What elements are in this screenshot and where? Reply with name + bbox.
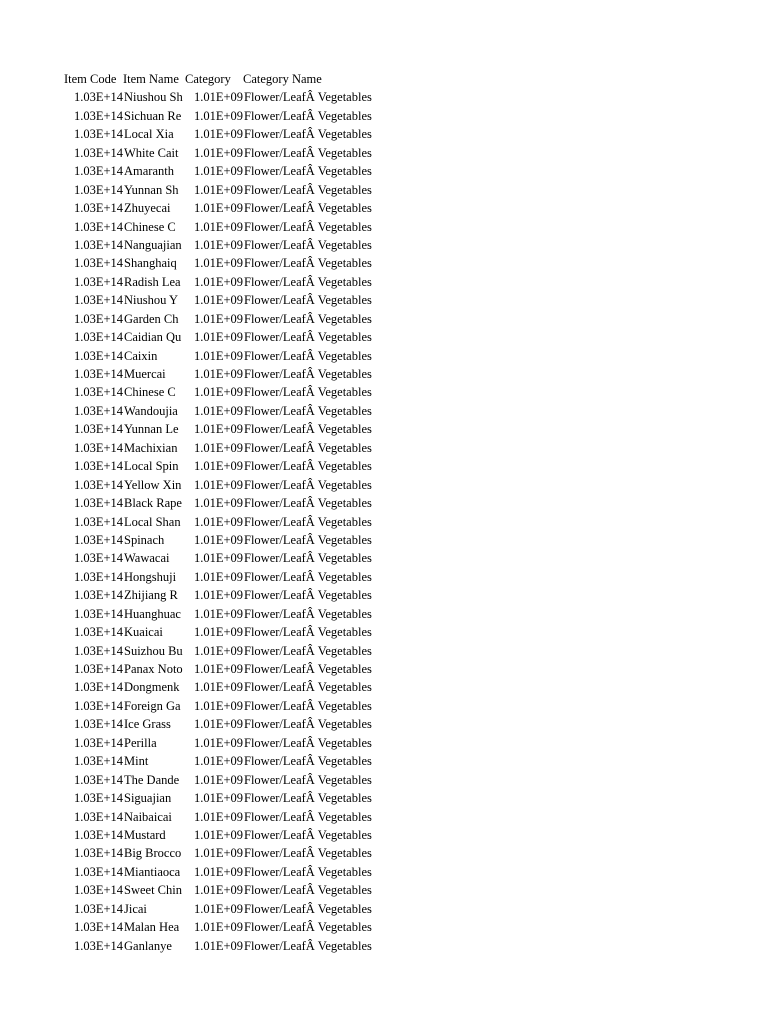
- category-cell: 1.01E+09: [193, 827, 243, 842]
- table-row: [64, 218, 394, 236]
- table-row: [64, 900, 394, 918]
- item-code-cell: 1.03E+14: [73, 311, 123, 326]
- category-cell: 1.01E+09: [193, 496, 243, 511]
- item-code-cell: 1.03E+14: [73, 938, 123, 953]
- item-name-cell: Perilla: [124, 735, 157, 750]
- item-name-cell: Muercai: [124, 367, 166, 381]
- category-name-cell: Flower/LeafÂ Vegetables: [244, 403, 372, 418]
- category-cell: 1.01E+09: [193, 551, 243, 566]
- item-name-cell: Niushou Sh: [124, 90, 183, 105]
- category-cell: 1.01E+09: [193, 385, 243, 400]
- item-code-cell: 1.03E+14: [73, 532, 123, 547]
- item-name-cell: Ice Grass: [124, 717, 171, 732]
- table-row: [64, 347, 394, 365]
- item-code-cell: 1.03E+14: [73, 588, 123, 603]
- category-name-cell: Flower/LeafÂ Vegetables: [244, 496, 372, 511]
- header-category: Category: [185, 72, 231, 86]
- item-name-cell: Dongmenk: [124, 680, 180, 695]
- item-name-cell: Sichuan Re: [124, 108, 182, 123]
- table-row: [64, 494, 394, 512]
- category-cell: 1.01E+09: [193, 698, 243, 713]
- category-name-cell: Flower/LeafÂ Vegetables: [244, 201, 372, 216]
- item-name-cell: Machixian: [124, 440, 178, 455]
- category-name-cell: Flower/LeafÂ Vegetables: [244, 754, 372, 769]
- category-name-cell: Flower/LeafÂ Vegetables: [244, 440, 372, 455]
- category-name-cell: Flower/LeafÂ Vegetables: [244, 90, 372, 105]
- table-body: [64, 88, 394, 955]
- item-name-cell: Caixin: [124, 348, 158, 363]
- table-row: [64, 826, 394, 844]
- item-code-cell: 1.03E+14: [73, 680, 123, 695]
- item-code-cell: 1.03E+14: [73, 662, 123, 676]
- item-code-cell: 1.03E+14: [73, 367, 123, 381]
- item-code-cell: 1.03E+14: [73, 920, 123, 935]
- category-name-cell: Flower/LeafÂ Vegetables: [244, 514, 372, 529]
- item-name-cell: Big Brocco: [124, 846, 182, 861]
- category-cell: 1.01E+09: [193, 274, 243, 289]
- header-category-name: Category Name: [243, 72, 322, 86]
- category-name-cell: Flower/LeafÂ Vegetables: [244, 219, 372, 234]
- item-code-cell: 1.03E+14: [73, 164, 123, 179]
- category-name-cell: Flower/LeafÂ Vegetables: [244, 551, 372, 566]
- item-name-cell: Mint: [124, 754, 149, 769]
- table-row: [64, 402, 394, 420]
- category-cell: 1.01E+09: [193, 237, 243, 252]
- table-row: [64, 513, 394, 531]
- item-code-cell: 1.03E+14: [73, 422, 123, 437]
- item-code-cell: 1.03E+14: [73, 330, 123, 345]
- category-cell: 1.01E+09: [193, 606, 243, 621]
- category-name-cell: Flower/LeafÂ Vegetables: [244, 459, 372, 474]
- table-row: [64, 586, 394, 604]
- item-name-cell: Sweet Chin: [124, 883, 182, 898]
- item-code-cell: 1.03E+14: [73, 772, 123, 787]
- category-name-cell: Flower/LeafÂ Vegetables: [244, 717, 372, 732]
- item-name-cell: Wawacai: [124, 551, 170, 566]
- item-code-cell: 1.03E+14: [73, 201, 123, 216]
- item-name-cell: Shanghaiq: [124, 256, 177, 271]
- table-row: [64, 88, 394, 106]
- category-cell: 1.01E+09: [193, 514, 243, 529]
- category-name-cell: Flower/LeafÂ Vegetables: [244, 182, 372, 197]
- table-row: [64, 254, 394, 272]
- item-name-cell: Jicai: [124, 901, 147, 916]
- category-cell: 1.01E+09: [193, 367, 243, 381]
- item-code-cell: 1.03E+14: [73, 864, 123, 879]
- category-cell: 1.01E+09: [193, 754, 243, 769]
- category-name-cell: Flower/LeafÂ Vegetables: [244, 883, 372, 898]
- category-name-cell: Flower/LeafÂ Vegetables: [244, 348, 372, 363]
- category-name-cell: Flower/LeafÂ Vegetables: [244, 938, 372, 953]
- table-row: [64, 789, 394, 807]
- category-cell: 1.01E+09: [193, 662, 243, 676]
- header-row: [64, 70, 394, 88]
- item-code-cell: 1.03E+14: [73, 108, 123, 123]
- item-name-cell: Malan Hea: [124, 920, 180, 935]
- category-cell: 1.01E+09: [193, 532, 243, 547]
- category-cell: 1.01E+09: [193, 772, 243, 787]
- item-code-cell: 1.03E+14: [73, 827, 123, 842]
- item-code-cell: 1.03E+14: [73, 440, 123, 455]
- category-name-cell: Flower/LeafÂ Vegetables: [244, 643, 372, 658]
- item-code-cell: 1.03E+14: [73, 293, 123, 308]
- item-code-cell: 1.03E+14: [73, 237, 123, 252]
- item-code-cell: 1.03E+14: [73, 569, 123, 584]
- category-cell: 1.01E+09: [193, 809, 243, 824]
- category-cell: 1.01E+09: [193, 680, 243, 695]
- table-row: [64, 531, 394, 549]
- category-cell: 1.01E+09: [193, 201, 243, 216]
- item-code-cell: 1.03E+14: [73, 791, 123, 806]
- category-cell: 1.01E+09: [193, 108, 243, 123]
- header-item-name: Item Name: [123, 72, 179, 86]
- category-cell: 1.01E+09: [193, 403, 243, 418]
- category-name-cell: Flower/LeafÂ Vegetables: [244, 127, 372, 142]
- category-cell: 1.01E+09: [193, 625, 243, 640]
- item-code-cell: 1.03E+14: [73, 717, 123, 732]
- table-row: [64, 457, 394, 475]
- item-code-cell: 1.03E+14: [73, 514, 123, 529]
- table-row: [64, 420, 394, 438]
- item-name-cell: Garden Ch: [124, 311, 179, 326]
- category-name-cell: Flower/LeafÂ Vegetables: [244, 367, 372, 381]
- category-name-cell: Flower/LeafÂ Vegetables: [244, 532, 372, 547]
- category-cell: 1.01E+09: [193, 127, 243, 142]
- table-row: [64, 752, 394, 770]
- category-cell: 1.01E+09: [193, 477, 243, 492]
- category-name-cell: Flower/LeafÂ Vegetables: [244, 698, 372, 713]
- category-cell: 1.01E+09: [193, 182, 243, 197]
- category-name-cell: Flower/LeafÂ Vegetables: [244, 422, 372, 437]
- item-code-cell: 1.03E+14: [73, 735, 123, 750]
- table-row: [64, 660, 394, 678]
- category-name-cell: Flower/LeafÂ Vegetables: [244, 680, 372, 695]
- category-name-cell: Flower/LeafÂ Vegetables: [244, 145, 372, 160]
- category-cell: 1.01E+09: [193, 311, 243, 326]
- table-row: [64, 771, 394, 789]
- item-name-cell: Wandoujia: [124, 403, 178, 418]
- category-name-cell: Flower/LeafÂ Vegetables: [244, 108, 372, 123]
- table-row: [64, 549, 394, 567]
- category-name-cell: Flower/LeafÂ Vegetables: [244, 293, 372, 308]
- item-code-cell: 1.03E+14: [73, 127, 123, 142]
- item-name-cell: Suizhou Bu: [124, 643, 183, 658]
- category-name-cell: Flower/LeafÂ Vegetables: [244, 901, 372, 916]
- category-cell: 1.01E+09: [193, 256, 243, 271]
- item-name-cell: Local Xia: [124, 127, 174, 142]
- table-row: [64, 918, 394, 936]
- table-row: [64, 144, 394, 162]
- category-cell: 1.01E+09: [193, 938, 243, 953]
- item-code-cell: 1.03E+14: [73, 459, 123, 474]
- category-cell: 1.01E+09: [193, 717, 243, 732]
- category-name-cell: Flower/LeafÂ Vegetables: [244, 237, 372, 252]
- item-name-cell: Niushou Y: [124, 293, 179, 308]
- item-name-cell: White Cait: [124, 145, 179, 160]
- category-name-cell: Flower/LeafÂ Vegetables: [244, 625, 372, 640]
- category-name-cell: Flower/LeafÂ Vegetables: [244, 846, 372, 861]
- item-name-cell: Panax Noto: [124, 662, 183, 676]
- item-name-cell: Naibaicai: [124, 809, 172, 824]
- item-code-cell: 1.03E+14: [73, 145, 123, 160]
- table-row: [64, 808, 394, 826]
- item-code-cell: 1.03E+14: [73, 182, 123, 197]
- item-name-cell: Mustard: [124, 827, 166, 842]
- table-row: [64, 734, 394, 752]
- item-code-cell: 1.03E+14: [73, 403, 123, 418]
- item-name-cell: Nanguajian: [124, 237, 182, 252]
- table-row: [64, 199, 394, 217]
- category-name-cell: Flower/LeafÂ Vegetables: [244, 791, 372, 806]
- category-cell: 1.01E+09: [193, 901, 243, 916]
- category-cell: 1.01E+09: [193, 164, 243, 179]
- category-name-cell: Flower/LeafÂ Vegetables: [244, 569, 372, 584]
- table-row: [64, 439, 394, 457]
- table-row: [64, 383, 394, 401]
- category-name-cell: Flower/LeafÂ Vegetables: [244, 385, 372, 400]
- category-cell: 1.01E+09: [193, 348, 243, 363]
- item-name-cell: Huanghuac: [124, 606, 181, 621]
- item-code-cell: 1.03E+14: [73, 883, 123, 898]
- table-row: [64, 697, 394, 715]
- item-name-cell: Radish Lea: [124, 274, 181, 289]
- category-name-cell: Flower/LeafÂ Vegetables: [244, 606, 372, 621]
- item-name-cell: Chinese C: [124, 385, 176, 400]
- category-cell: 1.01E+09: [193, 735, 243, 750]
- table-row: [64, 273, 394, 291]
- table-row: [64, 715, 394, 733]
- item-name-cell: Black Rape: [124, 496, 182, 511]
- table-row: [64, 678, 394, 696]
- category-name-cell: Flower/LeafÂ Vegetables: [244, 311, 372, 326]
- item-name-cell: Local Spin: [124, 459, 179, 474]
- category-cell: 1.01E+09: [193, 864, 243, 879]
- category-name-cell: Flower/LeafÂ Vegetables: [244, 735, 372, 750]
- item-code-cell: 1.03E+14: [73, 901, 123, 916]
- table-row: [64, 291, 394, 309]
- item-code-cell: 1.03E+14: [73, 219, 123, 234]
- item-code-cell: 1.03E+14: [73, 90, 123, 105]
- item-code-cell: 1.03E+14: [73, 256, 123, 271]
- item-name-cell: Yunnan Sh: [124, 182, 179, 197]
- item-name-cell: Chinese C: [124, 219, 176, 234]
- item-name-cell: Zhijiang R: [124, 588, 178, 603]
- category-cell: 1.01E+09: [193, 330, 243, 345]
- item-name-cell: Spinach: [124, 532, 165, 547]
- category-cell: 1.01E+09: [193, 440, 243, 455]
- table-row: [64, 476, 394, 494]
- category-name-cell: Flower/LeafÂ Vegetables: [244, 256, 372, 271]
- category-cell: 1.01E+09: [193, 791, 243, 806]
- header-item-code: Item Code: [64, 72, 117, 86]
- item-code-cell: 1.03E+14: [73, 385, 123, 400]
- table-row: [64, 107, 394, 125]
- category-name-cell: Flower/LeafÂ Vegetables: [244, 772, 372, 787]
- category-cell: 1.01E+09: [193, 422, 243, 437]
- category-cell: 1.01E+09: [193, 569, 243, 584]
- category-name-cell: Flower/LeafÂ Vegetables: [244, 164, 372, 179]
- table-row: [64, 623, 394, 641]
- category-cell: 1.01E+09: [193, 920, 243, 935]
- table-row: [64, 863, 394, 881]
- item-name-cell: Caidian Qu: [124, 330, 182, 345]
- item-name-cell: Yellow Xin: [124, 477, 182, 492]
- item-name-cell: Ganlanye: [124, 938, 172, 953]
- category-name-cell: Flower/LeafÂ Vegetables: [244, 920, 372, 935]
- table-row: [64, 236, 394, 254]
- table-row: [64, 568, 394, 586]
- category-cell: 1.01E+09: [193, 883, 243, 898]
- table-row: [64, 844, 394, 862]
- item-code-cell: 1.03E+14: [73, 643, 123, 658]
- item-name-cell: Amaranth: [124, 164, 174, 179]
- category-name-cell: Flower/LeafÂ Vegetables: [244, 588, 372, 603]
- table-row: [64, 642, 394, 660]
- category-cell: 1.01E+09: [193, 459, 243, 474]
- item-code-cell: 1.03E+14: [73, 698, 123, 713]
- item-code-cell: 1.03E+14: [73, 551, 123, 566]
- item-code-cell: 1.03E+14: [73, 348, 123, 363]
- table-row: [64, 605, 394, 623]
- item-name-cell: Zhuyecai: [124, 201, 171, 216]
- item-code-cell: 1.03E+14: [73, 846, 123, 861]
- category-name-cell: Flower/LeafÂ Vegetables: [244, 274, 372, 289]
- item-name-cell: Kuaicai: [124, 625, 163, 640]
- category-cell: 1.01E+09: [193, 846, 243, 861]
- item-name-cell: Hongshuji: [124, 569, 177, 584]
- category-name-cell: Flower/LeafÂ Vegetables: [244, 827, 372, 842]
- item-code-cell: 1.03E+14: [73, 477, 123, 492]
- item-code-cell: 1.03E+14: [73, 606, 123, 621]
- category-cell: 1.01E+09: [193, 219, 243, 234]
- item-name-cell: Siguajian: [124, 791, 172, 806]
- item-code-cell: 1.03E+14: [73, 496, 123, 511]
- table-row: [64, 125, 394, 143]
- category-cell: 1.01E+09: [193, 293, 243, 308]
- table-row: [64, 881, 394, 899]
- item-code-cell: 1.03E+14: [73, 274, 123, 289]
- item-code-cell: 1.03E+14: [73, 809, 123, 824]
- item-name-cell: Miantiaoca: [124, 864, 181, 879]
- category-name-cell: Flower/LeafÂ Vegetables: [244, 809, 372, 824]
- item-code-cell: 1.03E+14: [73, 625, 123, 640]
- table-row: [64, 162, 394, 180]
- category-name-cell: Flower/LeafÂ Vegetables: [244, 864, 372, 879]
- item-name-cell: Local Shan: [124, 514, 181, 529]
- category-name-cell: Flower/LeafÂ Vegetables: [244, 477, 372, 492]
- category-cell: 1.01E+09: [193, 643, 243, 658]
- item-code-cell: 1.03E+14: [73, 754, 123, 769]
- table-row: [64, 328, 394, 346]
- table-row: [64, 365, 394, 383]
- table-row: [64, 937, 394, 955]
- category-name-cell: Flower/LeafÂ Vegetables: [244, 662, 372, 676]
- item-name-cell: The Dande: [124, 772, 180, 787]
- category-cell: 1.01E+09: [193, 588, 243, 603]
- category-name-cell: Flower/LeafÂ Vegetables: [244, 330, 372, 345]
- item-name-cell: Yunnan Le: [124, 422, 179, 437]
- category-cell: 1.01E+09: [193, 90, 243, 105]
- table-row: [64, 181, 394, 199]
- category-cell: 1.01E+09: [193, 145, 243, 160]
- table-row: [64, 310, 394, 328]
- spreadsheet-table: [64, 70, 394, 955]
- item-name-cell: Foreign Ga: [124, 698, 181, 713]
